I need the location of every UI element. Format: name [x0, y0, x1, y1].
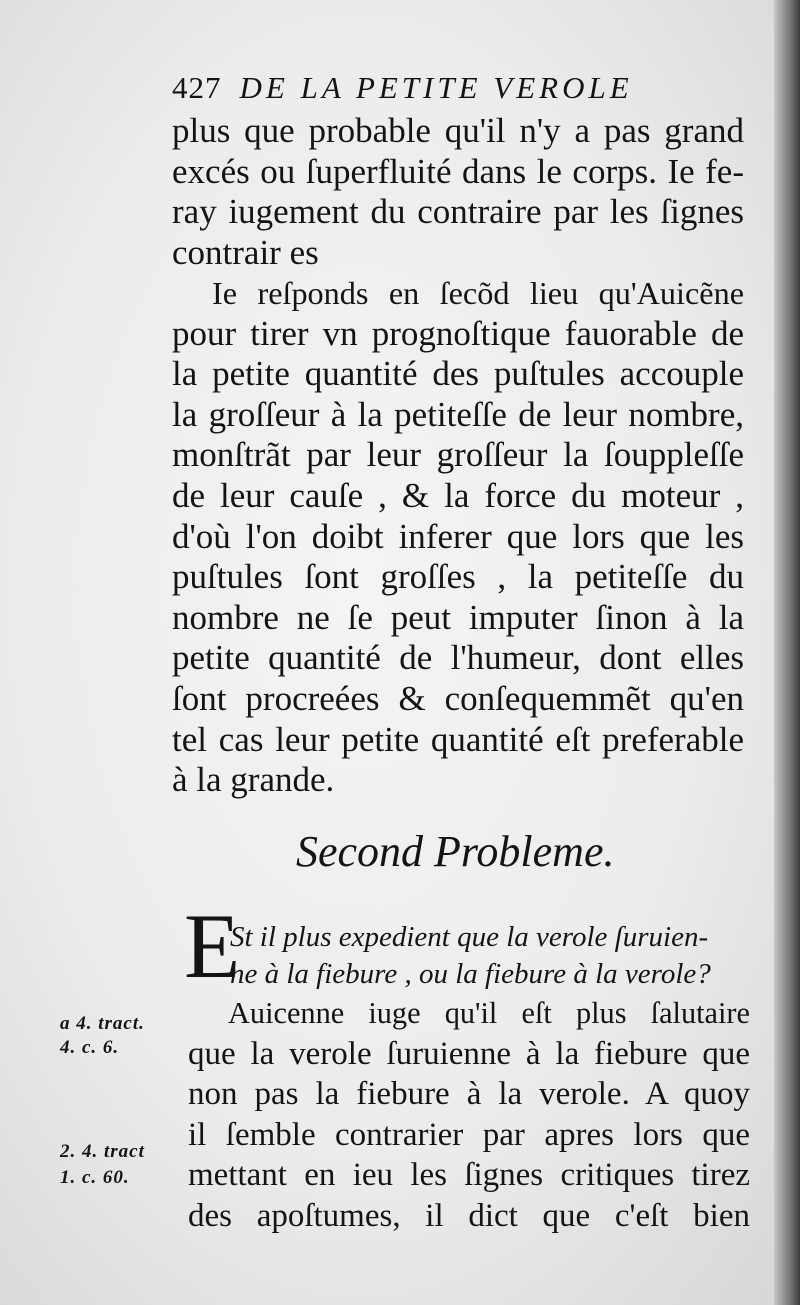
text-line: ray iugement du contraire par les ſignes: [172, 192, 744, 232]
text-line: que la verole ſuruienne à la fiebure que: [188, 1035, 750, 1072]
margin-note: 2. 4. tract: [60, 1141, 145, 1162]
text-line: il ſemble contrarier par apres lors que: [188, 1116, 750, 1153]
paragraph-3: [188, 993, 750, 1237]
text-line: la groſſeur à la petiteſſe de leur nombre,: [172, 394, 744, 434]
running-header: [172, 70, 732, 112]
drop-cap: E: [184, 895, 241, 997]
text-line: ſont procreées & conſequemmẽt qu'en: [172, 678, 744, 718]
margin-note: 1. c. 60.: [60, 1167, 130, 1188]
text-line: excés ou ſuperfluité dans le corps. Ie fe-: [172, 151, 744, 191]
page-gutter-shadow: [774, 0, 800, 1305]
running-title: DE LA PETITE VEROLE: [239, 70, 633, 105]
question-line: St il plus expedient que la verole ſuruien-: [230, 921, 709, 953]
text-line: d'où l'on doibt inferer que lors que les: [172, 516, 744, 556]
margin-note: 4. c. 6.: [60, 1037, 120, 1058]
text-line: pour tirer vn prognoſtique fauorable de: [172, 313, 744, 353]
question-line: ne à la fiebure , ou la fiebure à la verole?: [230, 958, 711, 990]
paragraph-2: [172, 273, 744, 801]
section-title: Second Probleme.: [296, 827, 615, 876]
text-line: Ie reſponds en ſecõd lieu qu'Auicẽne: [212, 275, 744, 311]
paragraph-1: [172, 111, 744, 273]
text-line: de leur cauſe , & la force du moteur ,: [172, 475, 744, 515]
text-line: nombre ne ſe peut imputer ſinon à la: [172, 597, 744, 637]
text-line: à la grande.: [172, 760, 335, 800]
text-line: contrair es: [172, 232, 319, 272]
text-line: puſtules ſont groſſes , la petiteſſe du: [172, 557, 744, 597]
text-line: mettant en ieu les ſignes critiques tirez: [188, 1157, 750, 1194]
text-line: la petite quantité des puſtules accouple: [172, 354, 744, 394]
margin-note: a 4. tract.: [60, 1013, 145, 1034]
text-line: Auicenne iuge qu'il eſt plus ſalutaire: [228, 996, 750, 1030]
text-line: plus que probable qu'il n'y a pas grand: [172, 111, 744, 150]
page-number: 427: [172, 70, 222, 105]
text-line: tel cas leur petite quantité eſt preferable: [172, 719, 744, 759]
text-line: des apoſtumes, il dict que c'eſt bien: [188, 1197, 750, 1234]
text-line: non pas la fiebure à la verole. A quoy: [188, 1076, 750, 1113]
text-line: monſtrãt par leur groſſeur la ſouppleſſe: [172, 435, 744, 475]
text-line: petite quantité de l'humeur, dont elles: [172, 638, 744, 678]
